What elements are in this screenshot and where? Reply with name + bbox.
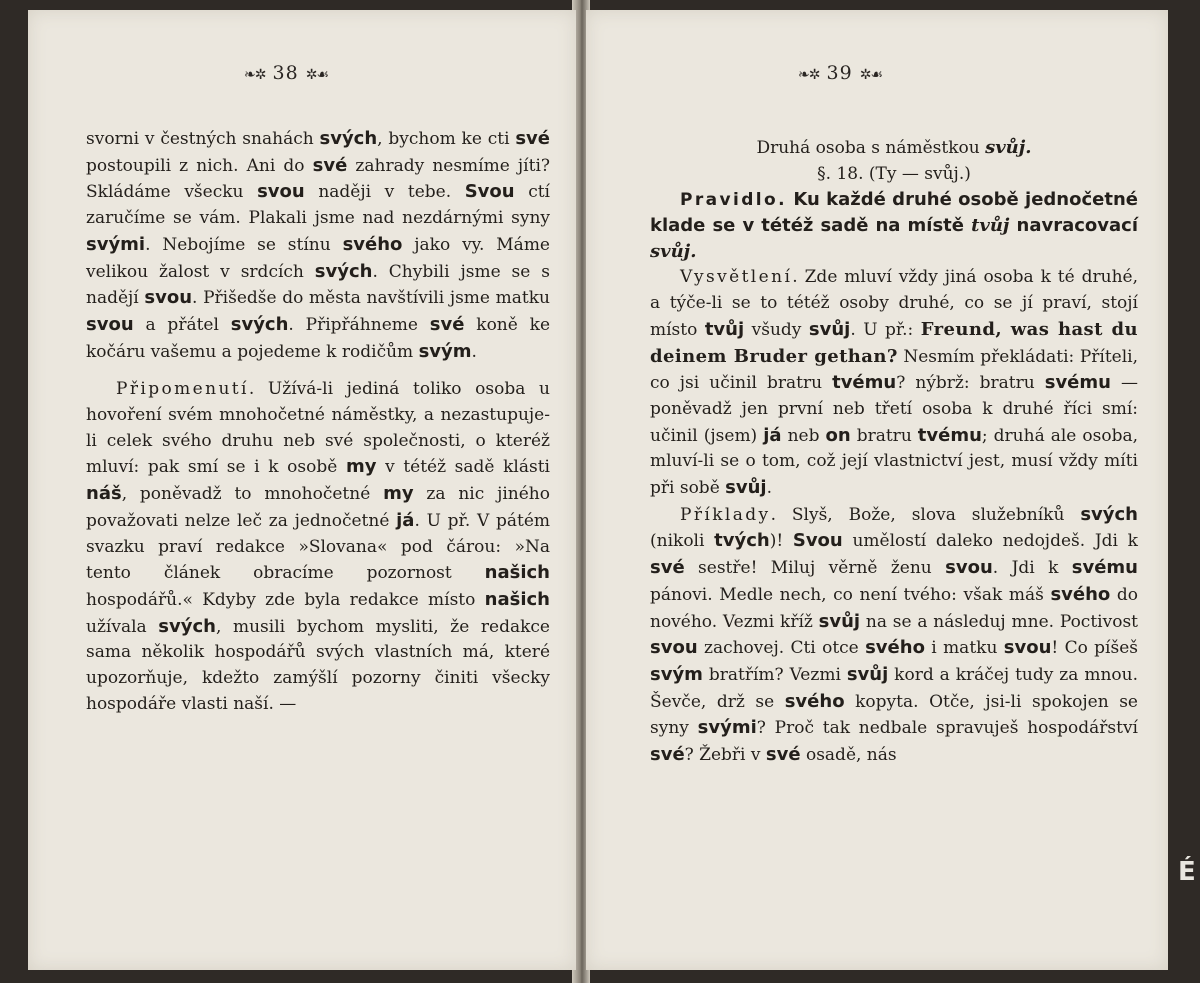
rule-paragraph	[650, 187, 1138, 265]
emphasis-b: svých	[230, 313, 289, 335]
emphasis-b: svého	[342, 233, 403, 255]
text-run: . Přišedše do města navštívili jsme matku	[192, 288, 550, 309]
right-body-text	[650, 135, 1138, 769]
text-run: . Zde mluví vždy jiná osoba k té druhé, a týče-li se to tétéž osoby druhé, co se jí praví, stojí místo	[650, 267, 1138, 340]
section-number: §. 18. (Ty — svůj.)	[817, 163, 971, 184]
emphasis-b: svou	[257, 181, 305, 203]
page-number-header	[798, 62, 882, 84]
emphasis-b: navracovací	[1009, 215, 1138, 237]
text-run: . Užívá-li jediná toliko osoba u hovoření svém mnohočetné náměstky, a nezastupuje-li celek svého druhu neb své společnosti, o kteréž mluví: pak smí se i k osobě	[86, 379, 550, 478]
emphasis-b: svůj	[818, 610, 861, 632]
emphasis-b: on	[825, 424, 851, 446]
emphasis-b: svého	[865, 637, 925, 659]
left-body-text	[86, 126, 550, 717]
text-run: v tétéž sadě klásti	[376, 457, 550, 478]
page-number-header	[244, 62, 328, 84]
ornament-right-icon: ✲☙	[305, 67, 329, 83]
edge-mark: É	[1178, 857, 1196, 887]
emphasis-b: své	[765, 744, 801, 766]
emphasis-b: své	[650, 744, 685, 766]
text-run: naději v tebe.	[304, 182, 465, 203]
emphasis-b: my	[383, 483, 414, 505]
emphasis-b: my	[345, 456, 377, 478]
emphasis-b: náš	[86, 483, 122, 505]
text-run: ? Žebři v	[684, 745, 766, 766]
text-run: zachovej. Cti otce	[697, 638, 866, 659]
emphasis-b: své	[429, 313, 465, 335]
emphasis-b: svému	[1071, 557, 1138, 579]
emphasis-b: Svou	[792, 530, 843, 552]
text-run: . Slyš, Bože, slova služebníků	[770, 504, 1081, 525]
text-run: )!	[769, 531, 793, 552]
text-run: . Chybili jsme se s nadějí	[86, 261, 550, 309]
text-run: za nic jiného považovati nelze leč za jednočetné	[86, 484, 550, 531]
text-run: umělostí daleko nedojdeš. Jdi k	[842, 531, 1138, 552]
emphasis-b: svých	[319, 128, 378, 149]
text-run: ; druhá ale osoba, mluví-li se o tom, což její vlastnictví jest, musí vždy míti při sobě	[650, 425, 1139, 499]
text-run: hospodářů.« Kdyby zde byla redakce místo	[86, 589, 485, 610]
text-run: bratřím? Vezmi	[702, 664, 847, 685]
emphasis-b: svým	[650, 663, 703, 685]
text-run: — poněvadž jen první neb třetí osoba k druhé říci smí: učinil (jsem)	[650, 373, 1138, 446]
text-run: jako vy. Máme velikou žalost v srdcích	[86, 234, 550, 282]
emphasis-b: své	[312, 154, 348, 176]
emphasis-b: své	[515, 128, 550, 149]
emphasis-b: tvému	[832, 372, 897, 394]
text-run: kopyta. Otče, jsi-li spokojen se syny	[650, 691, 1138, 739]
text-run: Druhá osoba s náměstkou	[756, 138, 986, 158]
text-run: . U př. V pátém svazku praví redakce »Slovana« pod čárou: »Na tento článek obracíme pozornost	[86, 510, 550, 584]
ornament-left-icon: ❧✲	[244, 67, 266, 83]
emphasis-bi: svůj.	[650, 241, 697, 263]
emphasis-b: své	[650, 557, 685, 579]
emphasis-b: Ku každé druhé osobě jednočetné klade se v tétéž sadě na místě	[650, 189, 1138, 237]
emphasis-b: svou	[650, 637, 698, 659]
text-run: . U př.:	[850, 319, 921, 340]
emphasis-b: svými	[86, 233, 146, 255]
emphasis-b: já	[396, 509, 415, 531]
emphasis-bi: tvůj	[971, 215, 1010, 237]
text-run: na se a následuj mne. Poctivost	[860, 611, 1138, 632]
text-run: ctí zaručíme se vám. Plakali jsme nad nezdárnými syny	[86, 182, 550, 229]
emphasis-b: svému	[1044, 372, 1111, 394]
emphasis-b: svůj	[725, 477, 767, 499]
text-run: postoupili z nich. Ani do	[86, 155, 313, 176]
text-run: všudy	[744, 319, 809, 340]
emphasis-frak: Freund, was hast du deinem Bruder gethan?	[650, 318, 1138, 367]
paragraph-note	[86, 377, 550, 717]
emphasis-sp: Pravidlo.	[680, 190, 787, 211]
emphasis-b: svých	[314, 260, 373, 282]
page-number: 39	[826, 62, 853, 84]
emphasis-b: svou	[86, 313, 134, 335]
text-run: sestře! Miluj věrně ženu	[684, 558, 946, 579]
emphasis-b: svým	[418, 340, 472, 362]
emphasis-b: svou	[144, 287, 193, 309]
emphasis-b: našich	[484, 588, 550, 610]
text-run: , musili bychom mysliti, že redakce sama několik hospodářů svých vlastních má, které upozorňuje, kdežto zamýšlí pozorny činiti všecky hospodáře vlasti naší. —	[86, 616, 550, 714]
emphasis-sp: Příklady	[680, 504, 771, 525]
text-run: i matku	[924, 638, 1004, 659]
emphasis-b: já	[763, 424, 782, 446]
explanation-paragraph	[650, 265, 1138, 501]
right-page	[586, 10, 1168, 970]
ornament-right-icon: ✲☙	[859, 67, 883, 83]
text-run: kord a kráčej tudy za mnou. Ševče, drž se	[650, 664, 1138, 712]
emphasis-b: svých	[158, 615, 216, 637]
text-run: .	[766, 478, 772, 499]
emphasis-b: svou	[945, 557, 993, 579]
text-run: , bychom ke cti	[377, 129, 516, 149]
text-run: bratru	[850, 425, 918, 446]
text-run: .	[471, 341, 477, 362]
emphasis-b: svůj	[808, 318, 851, 340]
text-run: ? nýbrž: bratru	[896, 373, 1045, 394]
examples-paragraph	[650, 502, 1138, 769]
text-run: koně ke kočáru vašemu a pojedeme k rodičům	[86, 314, 551, 362]
ornament-left-icon: ❧✲	[798, 67, 820, 83]
text-run: osadě, nás	[800, 745, 897, 766]
text-run: zahrady nesmíme jíti? Skládáme všecku	[86, 155, 550, 203]
text-run: , poněvadž to mnohočetné	[121, 484, 384, 505]
emphasis-b: Svou	[464, 181, 515, 203]
text-run: (nikoli	[650, 531, 715, 552]
emphasis-sp: Připomenutí	[116, 379, 249, 400]
text-run: . Jdi k	[992, 558, 1072, 579]
emphasis-b: svého	[1050, 583, 1111, 605]
emphasis-b: tvých	[714, 530, 770, 552]
emphasis-b: svými	[697, 717, 757, 739]
text-run: a přátel	[133, 314, 231, 335]
emphasis-sp: Vysvětlení	[680, 267, 793, 288]
section-heading	[650, 135, 1138, 162]
emphasis-b: svůj	[846, 663, 889, 685]
text-run: Nesmím překládati: Příteli, co jsi učinil bratru	[650, 346, 1138, 394]
emphasis-b: tvůj	[704, 318, 745, 340]
emphasis-bi: svůj.	[985, 137, 1032, 158]
text-run: do nového. Vezmi kříž	[650, 584, 1138, 632]
text-run: pánovi. Medle nech, co není tvého: však máš	[650, 584, 1051, 605]
emphasis-b: svých	[1080, 503, 1138, 525]
text-run: neb	[781, 425, 826, 446]
paragraph	[86, 126, 550, 365]
emphasis-b: tvému	[917, 424, 982, 446]
page-number: 38	[272, 62, 299, 84]
emphasis-b: svého	[784, 690, 845, 712]
text-run: svorni v čestných snahách	[86, 129, 320, 149]
emphasis-b: svou	[1003, 637, 1052, 659]
text-run: ! Co píšeš	[1051, 638, 1138, 659]
text-run: . Nebojíme se stínu	[145, 234, 343, 255]
emphasis-b: našich	[484, 562, 550, 584]
left-page	[28, 10, 576, 970]
text-run: . Připřáhneme	[288, 314, 430, 335]
text-run: ? Proč tak nedbale spravuješ hospodářství	[756, 718, 1138, 739]
text-run: užívala	[86, 616, 159, 637]
